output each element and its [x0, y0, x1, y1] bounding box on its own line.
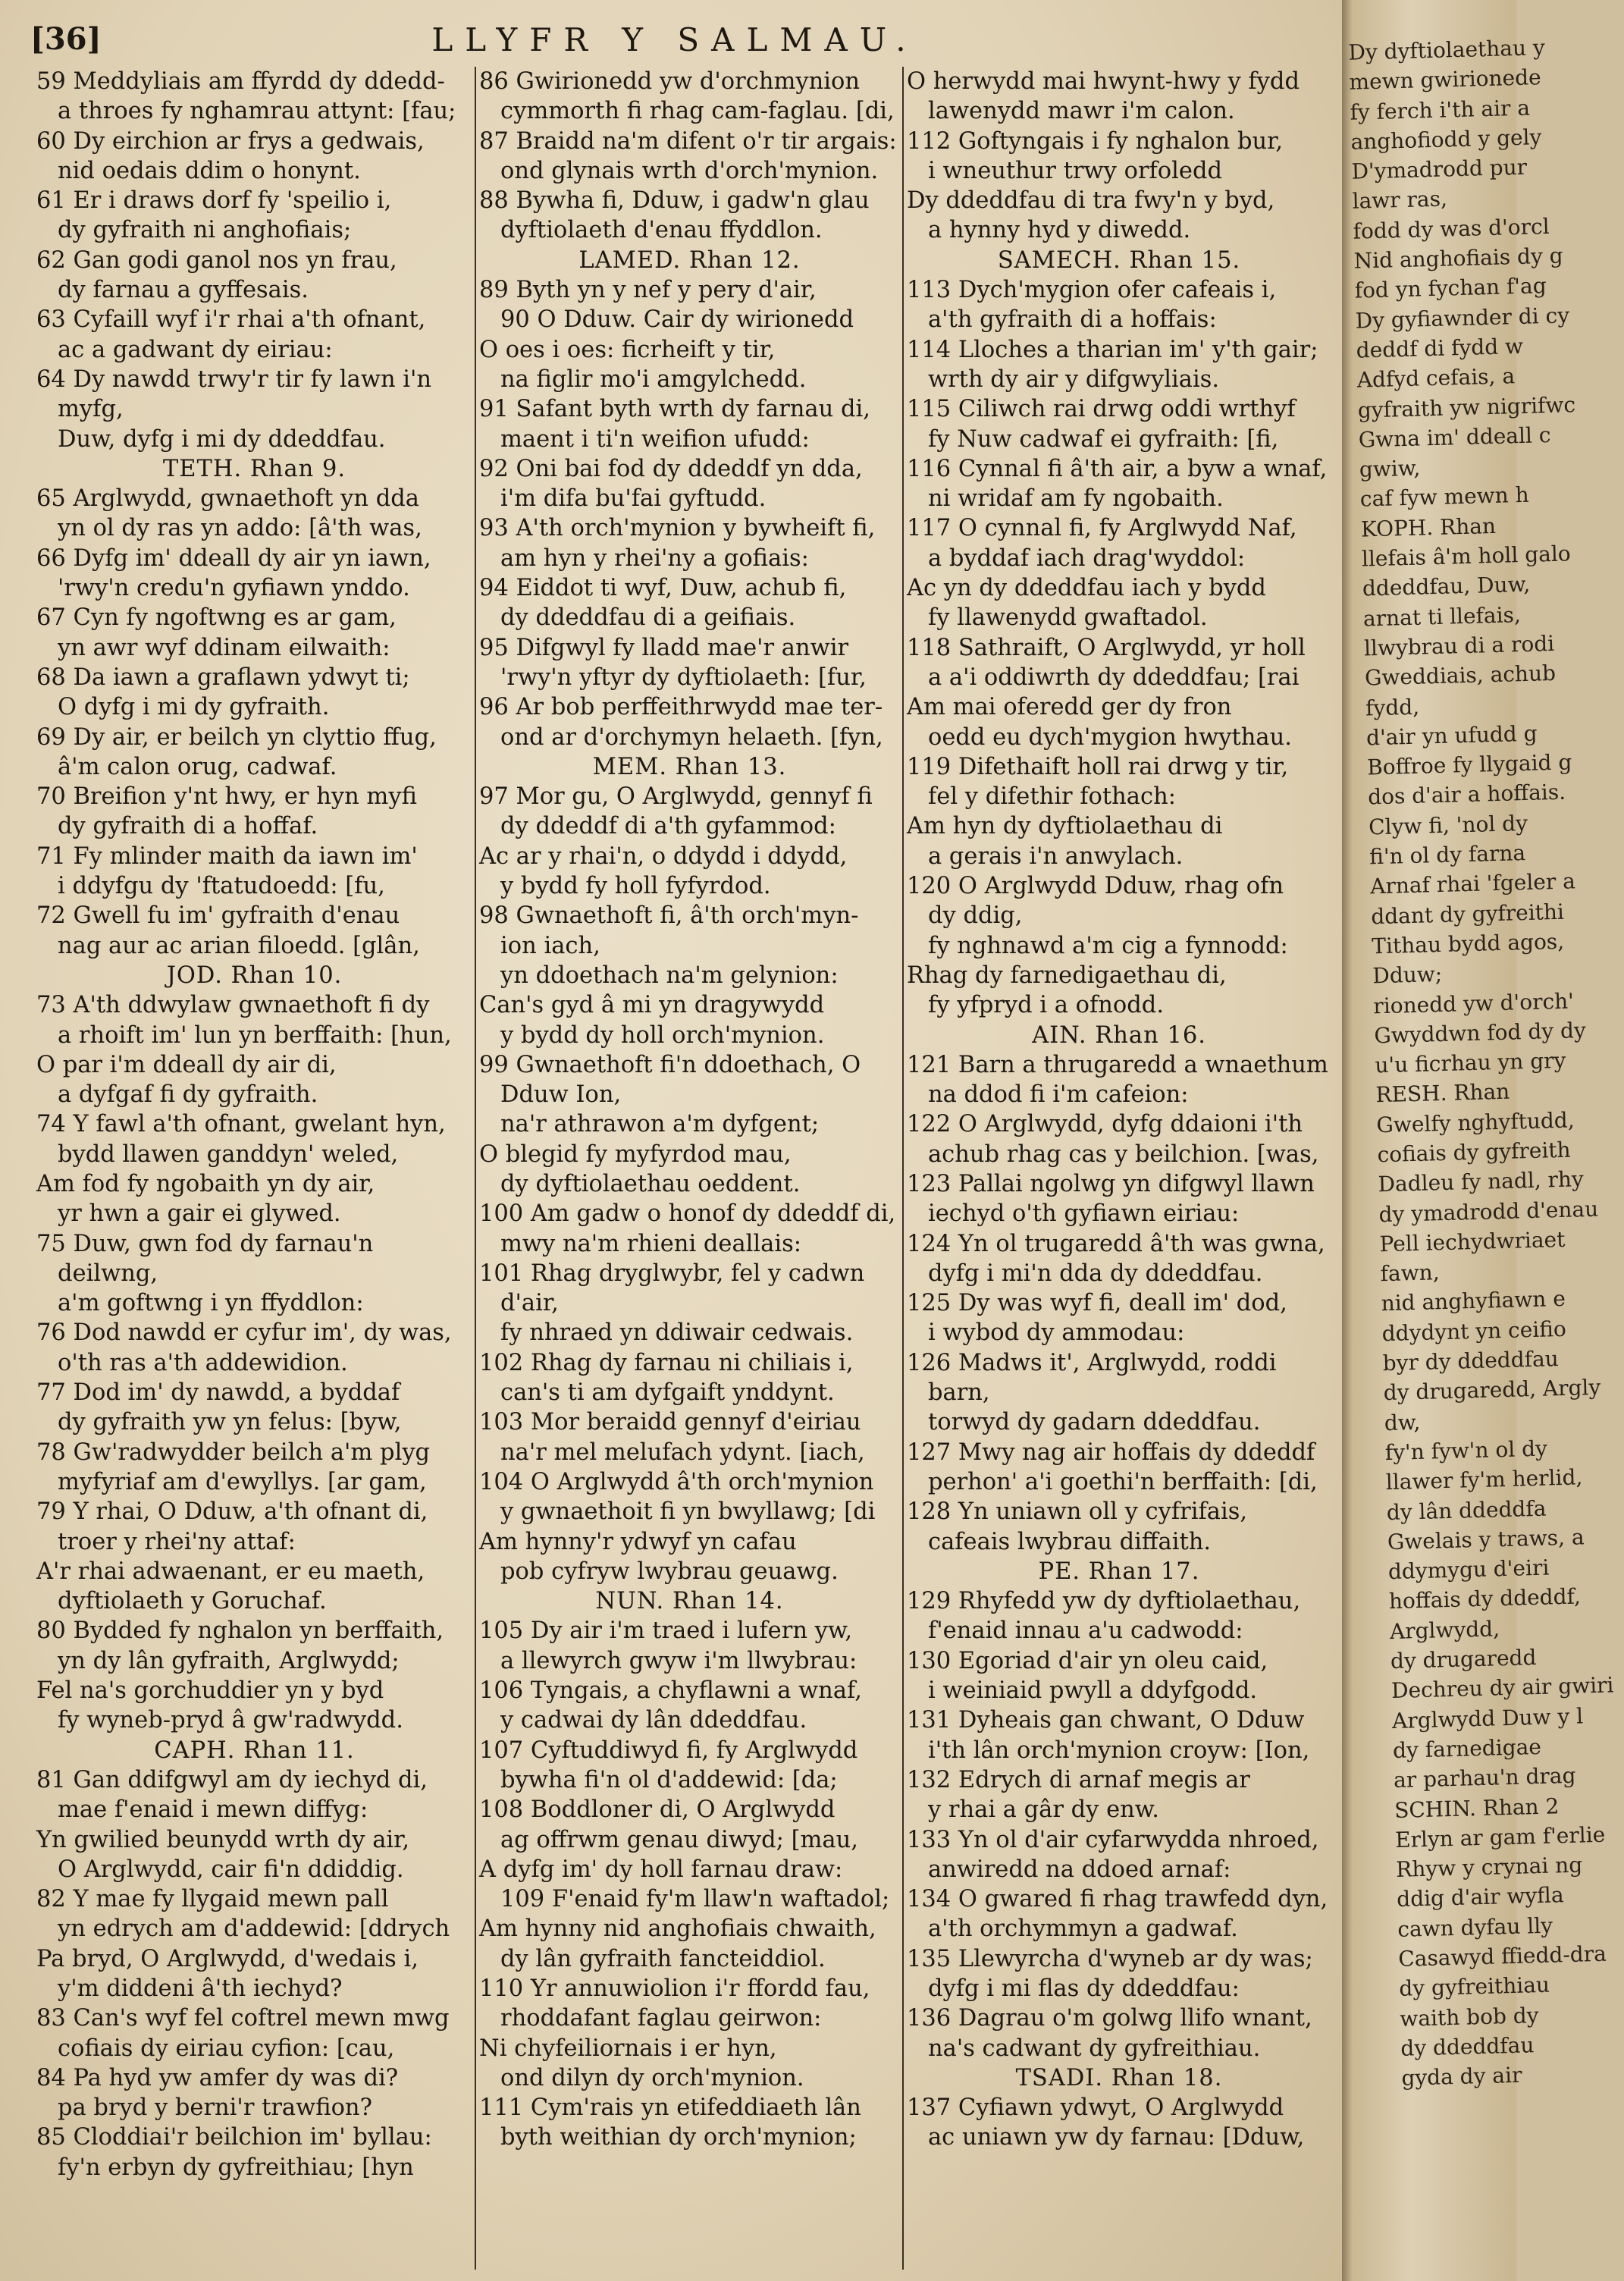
facing-page-line: dy lân ddeddfa	[1386, 1495, 1547, 1525]
section-heading: SAMECH. Rhan 15.	[997, 246, 1241, 274]
verse-line: i wneuthur trwy orfoledd	[928, 157, 1223, 184]
verse-line: a dyfgaf fi dy gyfraith.	[58, 1081, 318, 1109]
verse-line: a gerais i'n anwylach.	[928, 842, 1184, 870]
verse-line: na figlir mo'i amgylchedd.	[500, 366, 807, 393]
verse-line: 74 Y fawl a'th ofnant, gwelant hyn,	[36, 1111, 446, 1138]
verse-line: 70 Breifion y'nt hwy, er hyn myfi	[36, 783, 417, 811]
verse-line: o'th ras a'th addewidion.	[58, 1349, 348, 1376]
facing-page-line: dy gyfreithiau	[1398, 1972, 1550, 2002]
verse-line: dy gyfraith yw yn felus: [byw,	[58, 1409, 402, 1436]
verse-line: 81 Gan ddifgwyl am dy iechyd di,	[36, 1766, 428, 1793]
facing-page-line: dw,	[1384, 1409, 1421, 1435]
verse-line: am hyn y rhei'ny a gofiais:	[500, 544, 809, 572]
verse-line: bywha fi'n ol d'addewid: [da;	[500, 1766, 838, 1793]
verse-line: 59 Meddyliais am ffyrdd dy ddedd-	[36, 68, 445, 95]
verse-line: 121 Barn a thrugaredd a wnaethum	[907, 1051, 1328, 1078]
verse-line: a throes fy nghamrau attynt: [fau;	[58, 98, 456, 125]
verse-line: y cadwai dy lân ddeddfau.	[500, 1707, 807, 1734]
verse-line: perhon' a'i goethi'n berffaith: [di,	[928, 1468, 1318, 1495]
verse-line: a'th gyfraith di a hoffais:	[928, 306, 1217, 334]
facing-page-line: gyda dy air	[1401, 2062, 1522, 2091]
verse-line: 128 Yn uniawn oll y cyfrifais,	[907, 1498, 1248, 1526]
verse-line: 120 O Arglwydd Dduw, rhag ofn	[907, 873, 1284, 900]
verse-line: 65 Arglwydd, gwnaethoft yn dda	[36, 485, 419, 513]
verse-line: 106 Tyngais, a chyflawni a wnaf,	[479, 1677, 862, 1705]
verse-line: 98 Gwnaethoft fi, â'th orch'myn-	[479, 902, 859, 930]
facing-page-line: cofiais dy gyfreith	[1377, 1137, 1571, 1168]
verse-line: O par i'm ddeall dy air di,	[36, 1051, 337, 1078]
verse-line: i'm difa bu'fai gyftudd.	[500, 485, 767, 513]
verse-line: Pa bryd, O Arglwydd, d'wedais i,	[36, 1945, 419, 1972]
verse-line: a rhoift im' lun yn berffaith: [hun,	[58, 1021, 452, 1049]
verse-line: 67 Cyn fy ngoftwng es ar gam,	[36, 604, 397, 632]
verse-line: dyfg i mi'n dda dy ddeddfau.	[928, 1260, 1263, 1287]
verse-line: y bydd fy holl fyfyrdod.	[500, 873, 771, 900]
verse-line: a'th orchymmyn a gadwaf.	[928, 1915, 1238, 1943]
verse-line: ag offrwm genau diwyd; [mau,	[500, 1826, 858, 1853]
verse-line: i'th lân orch'mynion croyw: [Ion,	[928, 1737, 1310, 1764]
verse-line: 116 Cynnal fi â'th air, a byw a wnaf,	[907, 455, 1328, 482]
section-heading: PE. Rhan 17.	[1038, 1558, 1200, 1585]
verse-line: Duw, dyfg i mi dy ddeddfau.	[58, 425, 386, 453]
verse-line: dyftiolaeth y Goruchaf.	[58, 1588, 327, 1615]
facing-page-line: fy ferch i'th air a	[1350, 95, 1531, 125]
verse-line: 94 Eiddot ti wyf, Duw, achub fi,	[479, 575, 847, 602]
verse-line: 109 F'enaid fy'm llaw'n waftadol;	[500, 1886, 890, 1913]
verse-line: bydd llawen ganddyn' weled,	[58, 1140, 399, 1168]
verse-line: 62 Gan godi ganol nos yn frau,	[36, 246, 397, 274]
facing-page-line: Clyw fi, 'nol dy	[1368, 810, 1528, 840]
verse-line: dy farnau a gyffesais.	[58, 277, 309, 304]
verse-line: 80 Bydded fy nghalon yn berffaith,	[36, 1617, 444, 1645]
facing-page-line: ddant dy gyfreithi	[1370, 899, 1565, 929]
facing-page-line: Arnaf rhai 'fgeler a	[1369, 868, 1576, 899]
verse-line: a hynny hyd y diwedd.	[928, 217, 1191, 244]
verse-line: Rhag dy farnedigaethau di,	[907, 962, 1227, 989]
text-column-1	[36, 67, 472, 2270]
verse-line: iechyd o'th gyfiawn eiriau:	[928, 1200, 1240, 1228]
verse-line: 119 Difethaift holl rai drwg y tir,	[907, 753, 1289, 780]
verse-line: cafeais lwybrau diffaith.	[928, 1528, 1212, 1555]
verse-line: ac a gadwant dy eiriau:	[58, 336, 333, 363]
facing-page-edge	[1342, 0, 1614, 2281]
facing-page-line: Dy gyfiawnder di cy	[1355, 302, 1570, 334]
facing-page-line: Dadleu fy nadl, rhy	[1378, 1166, 1585, 1197]
facing-page-line: Gwyddwn fod dy dy	[1374, 1017, 1587, 1049]
facing-page-line: llwybrau di a rodi	[1363, 630, 1555, 661]
facing-page-line: fawn,	[1380, 1260, 1441, 1287]
facing-page-line: arnat ti llefais,	[1362, 601, 1522, 632]
verse-line: 66 Dyfg im' ddeall dy air yn iawn,	[36, 544, 431, 572]
column-divider	[475, 67, 476, 2270]
facing-page-line: Gwelais y traws, a	[1387, 1524, 1585, 1555]
verse-line: 126 Madws it', Arglwydd, roddi	[907, 1349, 1277, 1376]
verse-line: ond ar d'orchymyn helaeth. [fyn,	[500, 723, 883, 751]
verse-line: torwyd dy gadarn ddeddfau.	[928, 1409, 1261, 1436]
verse-line: 92 Oni bai fod dy ddeddf yn dda,	[479, 455, 863, 482]
verse-line: 63 Cyfaill wyf i'r rhai a'th ofnant,	[36, 306, 426, 334]
facing-page-line: ddig d'air wyfla	[1396, 1882, 1564, 1912]
verse-line: anwiredd na ddoed arnaf:	[928, 1856, 1231, 1883]
verse-line: dy ddeddfau di a geifiais.	[500, 604, 796, 632]
facing-page-line: caf fyw mewn h	[1359, 482, 1530, 513]
verse-line: 104 O Arglwydd â'th orch'mynion	[479, 1468, 874, 1495]
facing-page-line: Pell iechydwriaet	[1379, 1226, 1566, 1257]
verse-line: a llewyrch gwyw i'm llwybrau:	[500, 1647, 857, 1674]
verse-line: 95 Difgwyl fy lladd mae'r anwir	[479, 634, 849, 661]
verse-line: 69 Dy air, er beilch yn clyttio ffug,	[36, 723, 437, 751]
verse-line: 61 Er i draws dorf fy 'speilio i,	[36, 187, 392, 215]
verse-line: fy llawenydd gwaftadol.	[928, 604, 1208, 632]
verse-line: fy nghnawd a'm cig a fynnodd:	[928, 932, 1288, 959]
verse-line: 129 Rhyfedd yw dy dyftiolaethau,	[907, 1588, 1301, 1615]
verse-line: 86 Gwirionedd yw d'orchmynion	[479, 68, 861, 95]
verse-line: A'r rhai adwaenant, er eu maeth,	[36, 1558, 425, 1585]
verse-line: 115 Ciliwch rai drwg oddi wrthyf	[907, 396, 1296, 423]
facing-page-line: dy ddeddfau	[1400, 2032, 1535, 2061]
verse-line: 64 Dy nawdd trwy'r tir fy lawn i'n	[36, 366, 432, 393]
verse-line: troer y rhei'ny attaf:	[58, 1528, 296, 1555]
verse-line: 100 Am gadw o honof dy ddeddf di,	[479, 1200, 896, 1228]
facing-page-line: Gweddiais, achub	[1364, 660, 1557, 691]
verse-line: Fel na's gorchuddier yn y byd	[36, 1677, 384, 1705]
verse-line: O oes i oes: ficrheift y tir,	[479, 336, 776, 363]
verse-line: 137 Cyfiawn ydwyt, O Arglwydd	[907, 2094, 1284, 2122]
verse-line: Ni chyfeiliornais i er hyn,	[479, 2035, 777, 2062]
verse-line: dy dyftiolaethau oeddent.	[500, 1170, 801, 1197]
verse-line: yn edrych am d'addewid: [ddrych	[58, 1915, 450, 1943]
verse-line: nag aur ac arian filoedd. [glân,	[58, 932, 420, 959]
section-heading: JOD. Rhan 10.	[166, 962, 343, 989]
verse-line: 117 O cynnal fi, fy Arglwydd Naf,	[907, 515, 1297, 542]
facing-page-line: RESH. Rhan	[1375, 1079, 1510, 1108]
verse-line: Ac yn dy ddeddfau iach y bydd	[907, 575, 1266, 602]
verse-line: fy'n erbyn dy gyfreithiau; [hyn	[58, 2154, 414, 2181]
facing-page-line: ddeddfau, Duw,	[1362, 572, 1531, 601]
verse-line: i wybod dy ammodau:	[928, 1319, 1185, 1347]
verse-line: 99 Gwnaethoft fi'n ddoethach, O	[479, 1051, 861, 1078]
verse-line: Ac ar y rhai'n, o ddydd i ddydd,	[479, 842, 848, 870]
verse-line: Am mai oferedd ger dy fron	[907, 694, 1232, 721]
verse-line: dy gyfraith di a hoffaf.	[58, 813, 318, 840]
verse-line: pob cyfryw lwybrau geuawg.	[500, 1558, 839, 1585]
verse-line: dy gyfraith ni anghofiais;	[58, 217, 352, 244]
facing-page-line: Dduw;	[1372, 962, 1443, 989]
verse-line: 112 Goftyngais i fy nghalon bur,	[907, 127, 1284, 155]
facing-page-line: dy ymadrodd d'enau	[1378, 1196, 1599, 1227]
verse-line: 'rwy'n yftyr dy dyftiolaeth: [fur,	[500, 664, 867, 691]
verse-line: 76 Dod nawdd er cyfur im', dy was,	[36, 1319, 452, 1347]
verse-line: cymmorth fi rhag cam-faglau. [di,	[500, 98, 895, 125]
verse-line: dy lân gyfraith fancteiddiol.	[500, 1945, 826, 1972]
verse-line: y bydd dy holl orch'mynion.	[500, 1021, 825, 1049]
verse-line: 130 Egoriad d'air yn oleu caid,	[907, 1647, 1268, 1674]
verse-line: na'r athrawon a'm dyfgent;	[500, 1111, 820, 1138]
verse-line: fy yfpryd i a ofnodd.	[928, 992, 1165, 1019]
verse-line: 101 Rhag dryglwybr, fel y cadwn	[479, 1260, 865, 1287]
facing-page-line: fodd dy was d'orcl	[1353, 213, 1550, 244]
verse-line: O blegid fy myfyrdod mau,	[479, 1140, 792, 1168]
verse-line: 87 Braidd na'm difent o'r tir argais:	[479, 127, 897, 155]
verse-line: nid oedais ddim o honynt.	[58, 157, 361, 184]
facing-page-line: Arglwydd Duw y l	[1391, 1703, 1584, 1733]
verse-line: pa bryd y berni'r trawfion?	[58, 2094, 372, 2122]
verse-line: 78 Gw'radwydder beilch a'm plyg	[36, 1439, 431, 1466]
verse-line: oedd eu dych'mygion hwythau.	[928, 723, 1292, 751]
verse-line: na ddod fi i'm cafeion:	[928, 1081, 1189, 1109]
facing-page-line: D'ymadrodd pur	[1351, 154, 1528, 184]
verse-line: barn,	[928, 1379, 990, 1407]
verse-line: y rhai a gâr dy enw.	[928, 1796, 1159, 1824]
verse-line: 103 Mor beraidd gennyf d'eiriau	[479, 1409, 861, 1436]
facing-page-line: Gwelfy nghyftudd,	[1376, 1107, 1575, 1137]
facing-page-line: SCHIN. Rhan 2	[1394, 1793, 1560, 1823]
verse-line: i weiniaid pwyll a ddyfgodd.	[928, 1677, 1258, 1705]
verse-line: mwy na'm rhieni deallais:	[500, 1230, 802, 1257]
facing-page-line: anghofiodd y gely	[1350, 124, 1542, 155]
verse-line: O Arglwydd, cair fi'n ddiddig.	[58, 1856, 404, 1883]
facing-page-line: Dechreu dy air gwiri	[1390, 1672, 1614, 1704]
verse-line: 132 Edrych di arnaf megis ar	[907, 1766, 1250, 1793]
verse-line: fy wyneb-pryd â gw'radwydd.	[58, 1707, 403, 1734]
facing-page-line: rionedd yw d'orch'	[1372, 987, 1575, 1018]
verse-line: yn awr wyf ddinam eilwaith:	[58, 634, 390, 661]
verse-line: 88 Bywha fi, Dduw, i gadw'n glau	[479, 187, 870, 215]
facing-page-line: waith bob dy	[1399, 2002, 1539, 2032]
verse-line: myfg,	[58, 396, 124, 423]
verse-line: 113 Dych'mygion ofer cafeais i,	[907, 277, 1277, 304]
verse-line: ond glynais wrth d'orch'mynion.	[500, 157, 879, 184]
facing-page-line: ar parhau'n drag	[1393, 1762, 1576, 1793]
facing-page-line: Dy dyftiolaethau y	[1348, 35, 1546, 65]
text-column-2	[479, 67, 900, 2270]
verse-line: mae f'enaid i mewn diffyg:	[58, 1796, 368, 1824]
facing-page-line: lawr ras,	[1352, 186, 1448, 215]
verse-line: 107 Cyftuddiwyd fi, fy Arglwydd	[479, 1737, 858, 1764]
verse-line: 122 O Arglwydd, dyfg ddaioni i'th	[907, 1111, 1303, 1138]
verse-line: 73 A'th ddwylaw gwnaethoft fi dy	[36, 992, 430, 1019]
verse-line: 84 Pa hyd yw amfer dy was di?	[36, 2064, 399, 2091]
verse-line: 105 Dy air i'm traed i lufern yw,	[479, 1617, 853, 1645]
verse-line: Dy ddeddfau di tra fwy'n y byd,	[907, 187, 1275, 215]
section-heading: CAPH. Rhan 11.	[154, 1737, 355, 1764]
verse-line: 102 Rhag dy farnau ni chiliais i,	[479, 1349, 854, 1376]
verse-line: O herwydd mai hwynt-hwy y fydd	[907, 68, 1300, 95]
verse-line: Yn gwilied beunydd wrth dy air,	[36, 1826, 410, 1853]
verse-line: i ddyfgu dy 'ftatudoedd: [fu,	[58, 873, 385, 900]
verse-line: 77 Dod im' dy nawdd, a byddaf	[36, 1379, 400, 1407]
verse-line: dyfg i mi flas dy ddeddfau:	[928, 1975, 1240, 2002]
verse-line: 90 O Dduw. Cair dy wirionedd	[500, 306, 854, 334]
verse-line: can's ti am dyfgaift ynddynt.	[500, 1379, 835, 1407]
verse-line: Dduw Ion,	[500, 1081, 622, 1109]
verse-line: f'enaid innau a'u cadwodd:	[928, 1617, 1243, 1645]
verse-line: yn ol dy ras yn addo: [â'th was,	[58, 515, 422, 542]
verse-line: a'm goftwng i yn ffyddlon:	[58, 1290, 364, 1317]
verse-line: fy Nuw cadwaf ei gyfraith: [fi,	[928, 425, 1279, 453]
verse-line: Am hyn dy dyftiolaethau di	[907, 813, 1223, 840]
verse-line: dy ddeddf di a'th gyfammod:	[500, 813, 836, 840]
section-heading: NUN. Rhan 14.	[595, 1588, 784, 1615]
verse-line: fel y difethir fothach:	[928, 783, 1176, 811]
section-heading: LAMED. Rhan 12.	[578, 246, 801, 274]
verse-line: myfyriaf am d'ewyllys. [ar gam,	[58, 1468, 427, 1495]
facing-page-line: Nid anghofiais dy g	[1353, 243, 1564, 274]
verse-line: 108 Boddloner di, O Arglwydd	[479, 1796, 836, 1824]
verse-line: 136 Dagrau o'm golwg llifo wnant,	[907, 2005, 1312, 2032]
text-column-3	[907, 67, 1331, 2270]
verse-line: 96 Ar bob perffeithrwydd mae ter-	[479, 694, 883, 721]
facing-page-line: Adfyd cefais, a	[1356, 363, 1516, 393]
verse-line: na's cadwant dy gyfreithiau.	[928, 2035, 1261, 2062]
verse-line: 68 Da iawn a graflawn ydwyt ti;	[36, 664, 410, 691]
section-heading: TETH. Rhan 9.	[162, 455, 346, 482]
verse-line: 134 O gwared fi rhag trawfedd dyn,	[907, 1886, 1328, 1913]
section-heading: MEM. Rhan 13.	[592, 753, 787, 780]
verse-line: 82 Y mae fy llygaid mewn pall	[36, 1886, 389, 1913]
facing-page-line: dos d'air a hoffais.	[1367, 780, 1566, 810]
column-divider	[902, 67, 904, 2270]
verse-line: 124 Yn ol trugaredd â'th was gwna,	[907, 1230, 1325, 1257]
verse-line: achub rhag cas y beilchion. [was,	[928, 1140, 1319, 1168]
section-heading: AIN. Rhan 16.	[1032, 1021, 1206, 1049]
page-number: [36]	[30, 21, 102, 57]
verse-line: ion iach,	[500, 932, 600, 959]
facing-page-line: Erlyn ar gam f'erlie	[1394, 1821, 1606, 1853]
verse-line: 114 Lloches a tharian im' y'th gair;	[907, 336, 1318, 363]
verse-line: 'rwy'n credu'n gyfiawn ynddo.	[58, 575, 410, 602]
facing-page-line: Casawyd ffiedd-dra	[1397, 1941, 1607, 1972]
facing-page-line: Arglwydd,	[1389, 1616, 1500, 1644]
verse-line: 93 A'th orch'mynion y bywheift fi,	[479, 515, 876, 542]
verse-line: yn dy lân gyfraith, Arglwydd;	[58, 1647, 400, 1674]
verse-line: byth weithian dy orch'mynion;	[500, 2124, 857, 2151]
verse-line: y gwnaethoit fi yn bwyllawg; [di	[500, 1498, 876, 1526]
facing-page-line: Gwna im' ddeall c	[1358, 422, 1551, 453]
verse-line: 91 Safant byth wrth dy farnau di,	[479, 396, 870, 423]
facing-page-text	[1342, 32, 1624, 2093]
verse-line: lawenydd mawr i'm calon.	[928, 98, 1235, 125]
verse-line: cofiais dy eiriau cyfion: [cau,	[58, 2035, 395, 2062]
verse-line: 111 Cym'rais yn etifeddiaeth lân	[479, 2094, 861, 2122]
facing-page-line: llawer fy'm herlid,	[1385, 1464, 1583, 1495]
verse-line: na'r mel melufach ydynt. [iach,	[500, 1439, 865, 1466]
facing-page-line: fi'n ol dy farna	[1368, 840, 1526, 870]
verse-line: dy ddig,	[928, 902, 1023, 930]
facing-page-line: ddydynt yn ceifio	[1381, 1316, 1567, 1346]
verse-line: y'm diddeni â'th iechyd?	[58, 1975, 343, 2002]
verse-line: yr hwn a gair ei glywed.	[58, 1200, 341, 1228]
facing-page-line: gwiw,	[1359, 455, 1421, 482]
verse-line: 123 Pallai ngolwg yn difgwyl llawn	[907, 1170, 1315, 1197]
verse-line: dyftiolaeth d'enau ffyddlon.	[500, 217, 823, 244]
facing-page-line: dy drugaredd	[1390, 1645, 1537, 1674]
facing-page-line: mewn gwirionede	[1349, 64, 1542, 96]
facing-page-line: gyfraith yw nigrifwc	[1357, 391, 1576, 423]
verse-line: 75 Duw, gwn fod dy farnau'n	[36, 1230, 374, 1257]
verse-line: 85 Cloddiai'r beilchion im' byllau:	[36, 2124, 432, 2151]
facing-page-line: dy farnedigae	[1392, 1733, 1542, 1763]
verse-line: ac uniawn yw dy farnau: [Dduw,	[928, 2124, 1305, 2151]
facing-page-line: d'air yn ufudd g	[1365, 720, 1538, 751]
verse-line: O dyfg i mi dy gyfraith.	[58, 694, 330, 721]
verse-line: Am hynny nid anghofiais chwaith,	[479, 1915, 876, 1943]
facing-page-line: Rhyw y crynai ng	[1395, 1852, 1583, 1883]
verse-line: 60 Dy eirchion ar frys a gedwais,	[36, 127, 425, 155]
verse-line: Am fod fy ngobaith yn dy air,	[36, 1170, 375, 1197]
verse-line: 72 Gwell fu im' gyfraith d'enau	[36, 902, 400, 930]
verse-line: rhoddafant faglau geirwon:	[500, 2005, 822, 2032]
facing-page-line: ddymygu d'eiri	[1387, 1555, 1550, 1585]
facing-page-line: nid anghyfiawn e	[1381, 1286, 1566, 1316]
facing-page-line: fod yn fychan f'ag	[1354, 273, 1547, 304]
verse-line: maent i ti'n weifion ufudd:	[500, 425, 810, 453]
facing-page-line: dy drugaredd, Argly	[1383, 1375, 1601, 1406]
facing-page-line: hoffais dy ddeddf,	[1388, 1583, 1582, 1614]
verse-line: 110 Yr annuwiolion i'r ffordd fau,	[479, 1975, 870, 2002]
verse-line: fy nhraed yn ddiwair cedwais.	[500, 1319, 854, 1347]
facing-page-line: fy'n fyw'n ol dy	[1384, 1435, 1548, 1466]
verse-line: Can's gyd â mi yn dragywydd	[479, 992, 825, 1019]
verse-line: d'air,	[500, 1290, 559, 1317]
facing-page-line: cawn dyfau lly	[1397, 1912, 1553, 1942]
facing-page-line: Boffroe fy llygaid g	[1366, 749, 1572, 780]
verse-line: ni wridaf am fy ngobaith.	[928, 485, 1224, 513]
verse-line: 133 Yn ol d'air cyfarwydda nhroed,	[907, 1826, 1319, 1853]
verse-line: deilwng,	[58, 1260, 158, 1287]
verse-line: yn ddoethach na'm gelynion:	[500, 962, 839, 989]
facing-page-line: byr dy ddeddfau	[1382, 1346, 1560, 1376]
verse-line: 97 Mor gu, O Arglwydd, gennyf fi	[479, 783, 873, 811]
verse-line: A dyfg im' dy holl farnau draw:	[479, 1856, 843, 1883]
facing-page-line: deddf di fydd w	[1356, 333, 1524, 363]
facing-page-line: u'u ficrhau yn gry	[1375, 1047, 1566, 1078]
facing-page-line: llefais â'm holl galo	[1361, 541, 1572, 572]
verse-line: a byddaf iach drag'wyddol:	[928, 544, 1246, 572]
verse-line: 125 Dy was wyf fi, deall im' dod,	[907, 1290, 1287, 1317]
verse-line: 131 Dyheais gan chwant, O Dduw	[907, 1707, 1305, 1734]
facing-page-line: KOPH. Rhan	[1360, 513, 1497, 542]
verse-line: 89 Byth yn y nef y pery d'air,	[479, 277, 817, 304]
verse-line: 79 Y rhai, O Dduw, a'th ofnant di,	[36, 1498, 428, 1526]
verse-line: 118 Sathraift, O Arglwydd, yr holl	[907, 634, 1306, 661]
verse-line: â'm calon orug, cadwaf.	[58, 753, 337, 780]
verse-line: wrth dy air y difgwyliais.	[928, 366, 1220, 393]
verse-line: 71 Fy mlinder maith da iawn im'	[36, 842, 418, 870]
running-title: LLYFR Y SALMAU.	[431, 21, 918, 58]
verse-line: 127 Mwy nag air hoffais dy ddeddf	[907, 1439, 1315, 1466]
facing-page-line: Tithau bydd agos,	[1371, 928, 1565, 959]
verse-line: 83 Can's wyf fel coftrel mewn mwg	[36, 2005, 450, 2032]
section-heading: TSADI. Rhan 18.	[1015, 2064, 1223, 2091]
page-header	[30, 21, 1319, 68]
verse-line: 135 Llewyrcha d'wyneb ar dy was;	[907, 1945, 1313, 1972]
verse-line: ond dilyn dy orch'mynion.	[500, 2064, 804, 2091]
verse-line: a a'i oddiwrth dy ddeddfau; [rai	[928, 664, 1300, 691]
verse-line: Am hynny'r ydwyf yn cafau	[479, 1528, 797, 1555]
facing-page-line: fydd,	[1365, 694, 1420, 721]
